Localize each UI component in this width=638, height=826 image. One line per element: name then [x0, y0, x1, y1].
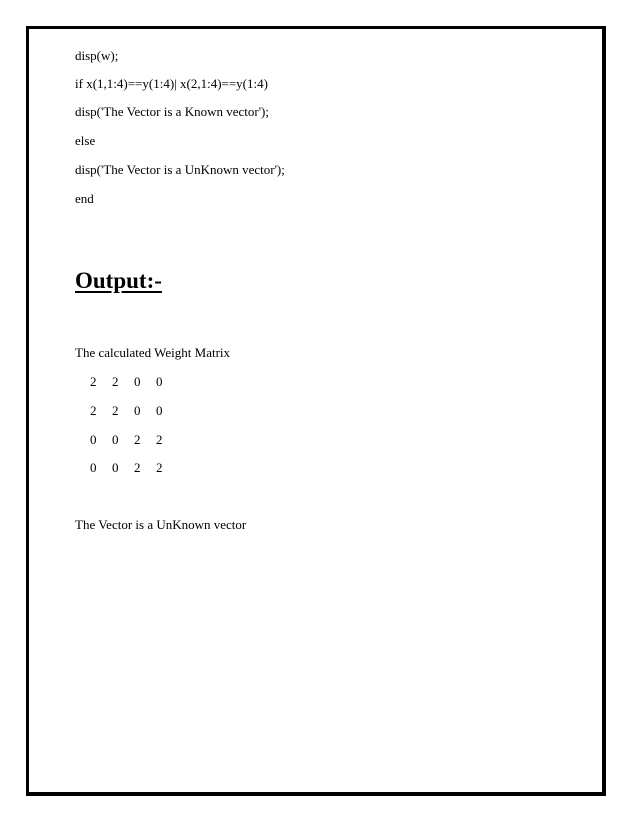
code-line-else: else: [75, 133, 96, 148]
matrix-cell: 0: [156, 403, 163, 418]
code-line-disp-unknown: disp('The Vector is a UnKnown vector');: [75, 162, 285, 177]
matrix-cell: 0: [134, 374, 141, 389]
matrix-row: [90, 374, 178, 390]
output-heading: Output:-: [75, 268, 162, 293]
code-line-if-condition: if x(1,1:4)==y(1:4)| x(2,1:4)==y(1:4): [75, 76, 268, 91]
matrix-cell: 2: [112, 403, 119, 418]
matrix-row: [90, 403, 178, 419]
matrix-row: [90, 460, 178, 476]
matrix-cell: 0: [112, 432, 119, 447]
matrix-cell: 2: [134, 432, 141, 447]
matrix-cell: 2: [90, 403, 97, 418]
matrix-cell: 0: [156, 374, 163, 389]
matrix-cell: 2: [112, 374, 119, 389]
matrix-row: [90, 432, 178, 448]
matrix-cell: 0: [134, 403, 141, 418]
result-text: The Vector is a UnKnown vector: [75, 517, 247, 532]
matrix-cell: 2: [156, 432, 163, 447]
weight-matrix-caption: The calculated Weight Matrix: [75, 345, 231, 360]
matrix-cell: 0: [90, 432, 97, 447]
code-line-disp-known: disp('The Vector is a Known vector');: [75, 104, 269, 119]
matrix-cell: 2: [156, 460, 163, 475]
matrix-cell: 0: [90, 460, 97, 475]
matrix-cell: 2: [134, 460, 141, 475]
code-line-disp-w: disp(w);: [75, 48, 119, 63]
matrix-cell: 0: [112, 460, 119, 475]
code-line-end: end: [75, 191, 94, 206]
matrix-cell: 2: [90, 374, 97, 389]
